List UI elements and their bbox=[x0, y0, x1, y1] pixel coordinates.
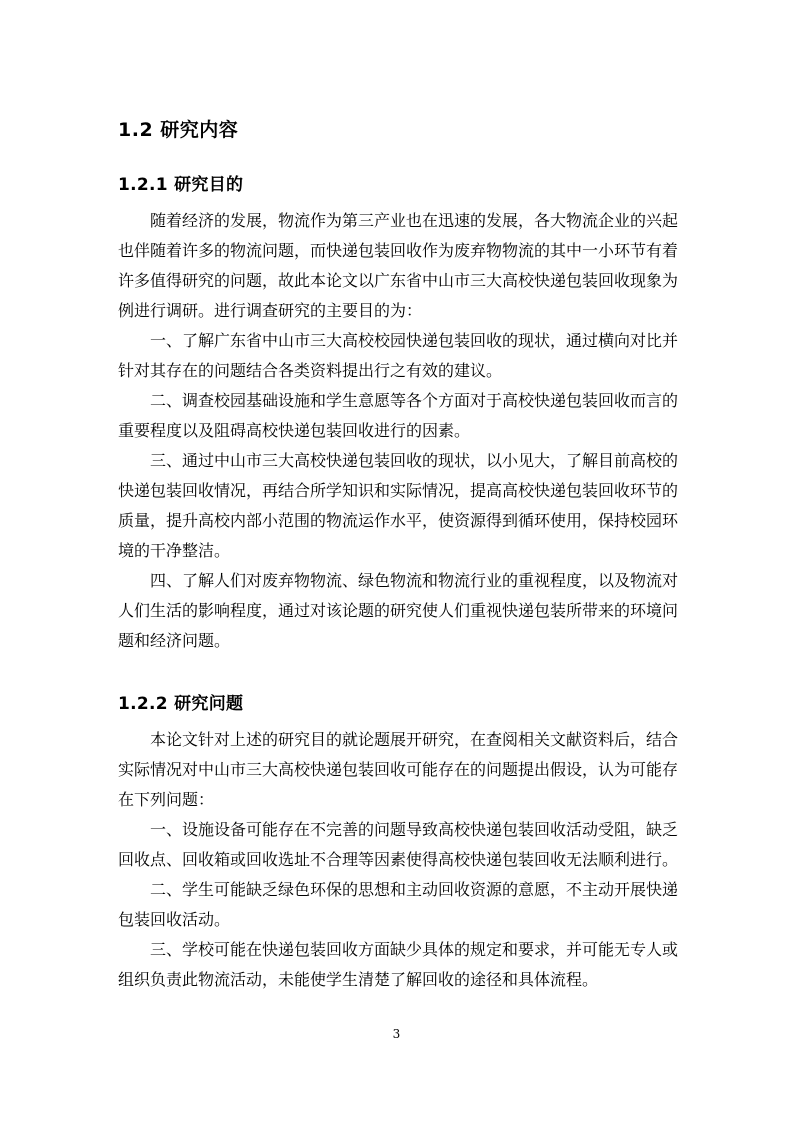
paragraph: 三、通过中山市三大高校快递包装回收的现状，以小见大，了解目前高校的快递包装回收情况，再结合所学知识和实际情况，提高高校快递包装回收环节的质量，提升高校内部小范围的物流运作水平，使资源得到循环使用，保持校园环境的干净整洁。 bbox=[118, 451, 679, 560]
page-number: 3 bbox=[392, 1027, 401, 1041]
paragraph: 三、学校可能在快递包装回收方面缺少具体的规定和要求，并可能无专人或组织负责此物流活动，未能使学生清楚了解回收的途径和具体流程。 bbox=[118, 940, 679, 989]
subsection-heading-research-questions: 1.2.2 研究问题 bbox=[118, 694, 244, 714]
paragraph: 一、了解广东省中山市三大高校校园快递包装回收的现状，通过横向对比并针对其存在的问题结合各类资料提出行之有效的建议。 bbox=[118, 331, 679, 380]
paragraph: 二、调查校园基础设施和学生意愿等各个方面对于高校快递包装回收而言的重要程度以及阻碍高校快递包装回收进行的因素。 bbox=[118, 391, 679, 440]
paragraph: 随着经济的发展，物流作为第三产业也在迅速的发展，各大物流企业的兴起也伴随着许多的物流问题，而快递包装回收作为废弃物物流的其中一小环节有着许多值得研究的问题，故此本论文以广东省中山市三大高校快递包装回收现象为例进行调研。进行调查研究的主要目的为： bbox=[118, 211, 679, 320]
section-heading: 1.2 研究内容 bbox=[118, 119, 239, 141]
paragraph: 一、设施设备可能存在不完善的问题导致高校快递包装回收活动受阻，缺乏回收点、回收箱或回收选址不合理等因素使得高校快递包装回收无法顺利进行。 bbox=[118, 820, 679, 869]
paragraph: 本论文针对上述的研究目的就论题展开研究，在查阅相关文献资料后，结合实际情况对中山市三大高校快递包装回收可能存在的问题提出假设，认为可能存在下列问题： bbox=[118, 730, 679, 809]
subsection-heading-research-purpose: 1.2.1 研究目的 bbox=[118, 175, 244, 195]
paragraph: 二、学生可能缺乏绿色环保的思想和主动回收资源的意愿，不主动开展快递包装回收活动。 bbox=[118, 880, 679, 929]
paragraph: 四、了解人们对废弃物物流、绿色物流和物流行业的重视程度，以及物流对人们生活的影响程度，通过对该论题的研究使人们重视快递包装所带来的环境问题和经济问题。 bbox=[118, 571, 679, 650]
